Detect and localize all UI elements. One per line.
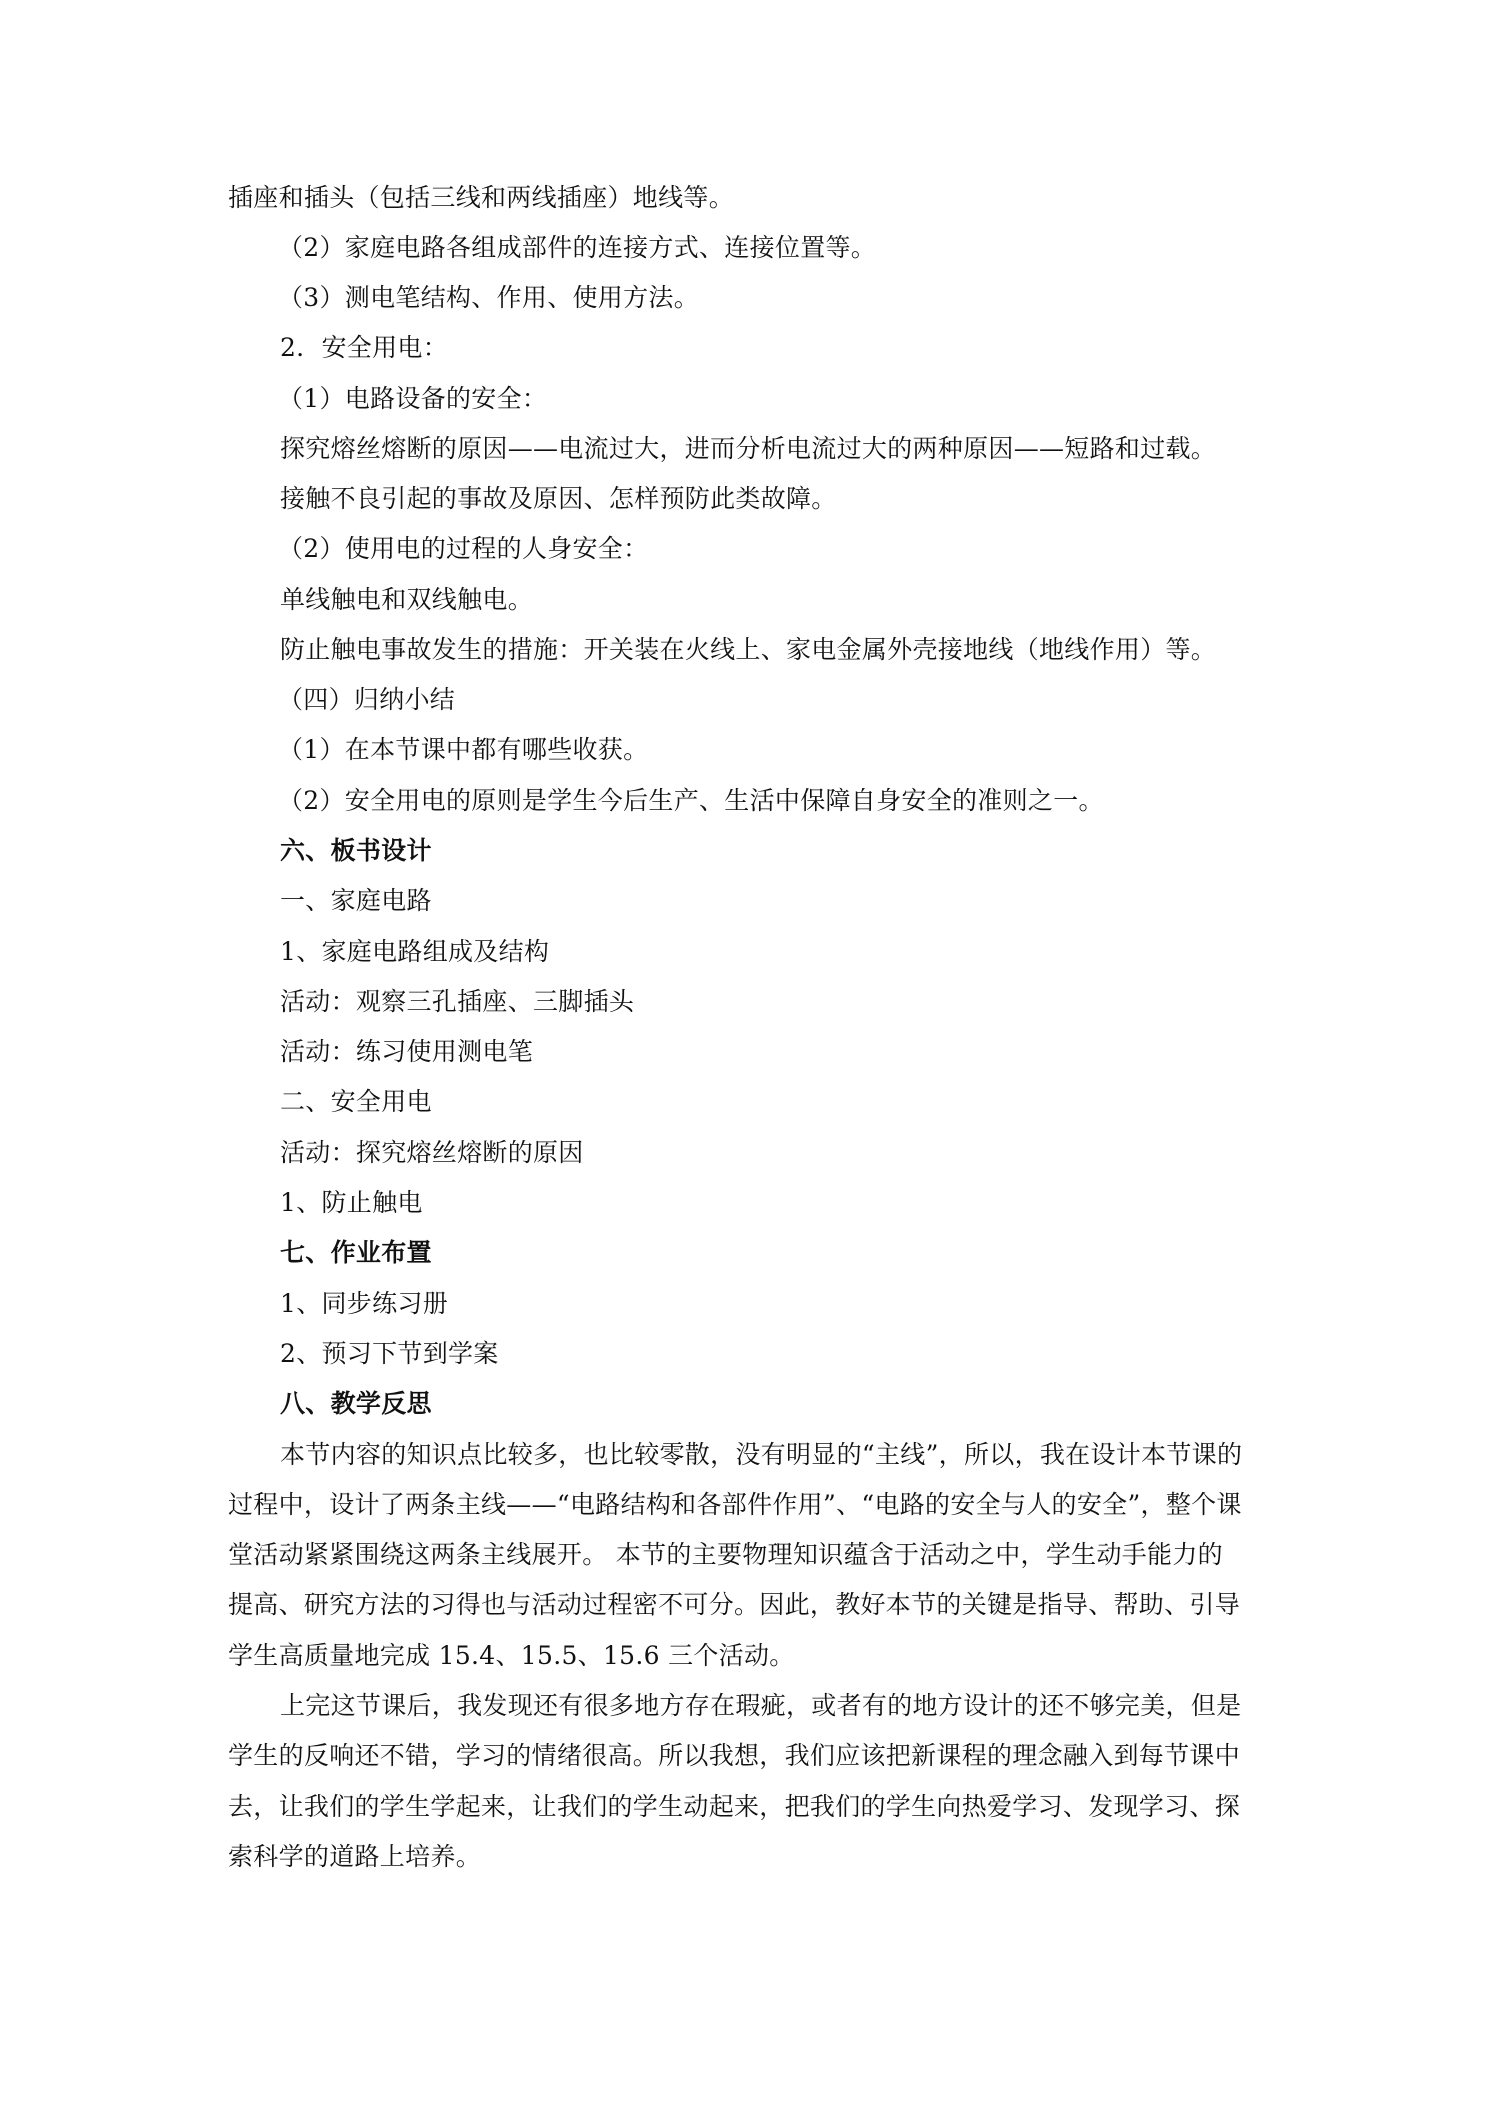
section-heading: 七、作业布置 [280, 1238, 432, 1267]
text-line: 二、安全用电 [280, 1087, 432, 1116]
paragraph-line: 去，让我们的学生学起来，让我们的学生动起来，把我们的学生向热爱学习、发现学习、探 [228, 1792, 1241, 1821]
text-line: 探究熔丝熔断的原因——电流过大，进而分析电流过大的两种原因——短路和过载。 [280, 434, 1217, 463]
text-line: （3）测电笔结构、作用、使用方法。 [278, 283, 700, 312]
text-line: （2）安全用电的原则是学生今后生产、生活中保障自身安全的准则之一。 [278, 786, 1104, 815]
text-line: （2）使用电的过程的人身安全： [278, 534, 649, 563]
text-line: （1）电路设备的安全： [278, 384, 548, 413]
text-line: （四）归纳小结 [278, 685, 456, 714]
paragraph-line: 提高、研究方法的习得也与活动过程密不可分。因此，教好本节的关键是指导、帮助、引导 [228, 1590, 1241, 1619]
text-line: 防止触电事故发生的措施：开关装在火线上、家电金属外壳接地线（地线作用）等。 [280, 635, 1217, 664]
section-heading: 六、板书设计 [280, 836, 432, 865]
text-line: 接触不良引起的事故及原因、怎样预防此类故障。 [280, 484, 837, 513]
paragraph-line: 学生高质量地完成 15.4、15.5、15.6 三个活动。 [228, 1641, 795, 1670]
paragraph-line: 本节内容的知识点比较多，也比较零散，没有明显的“主线”，所以，我在设计本节课的 [280, 1440, 1243, 1469]
text-line: （1）在本节课中都有哪些收获。 [278, 735, 649, 764]
text-line: 2．安全用电： [280, 333, 449, 362]
paragraph-line: 上完这节课后，我发现还有很多地方存在瑕疵，或者有的地方设计的还不够完美，但是 [280, 1691, 1242, 1720]
text-line: 1、家庭电路组成及结构 [280, 937, 550, 966]
text-line: 2、预习下节到学案 [280, 1339, 499, 1368]
section-heading: 八、教学反思 [280, 1389, 432, 1418]
paragraph-line: 堂活动紧紧围绕这两条主线展开。 本节的主要物理知识蕴含于活动之中，学生动手能力的 [228, 1540, 1223, 1569]
text-line: 插座和插头（包括三线和两线插座）地线等。 [228, 183, 735, 212]
text-line: 一、家庭电路 [280, 886, 432, 915]
paragraph-line: 索科学的道路上培养。 [228, 1842, 482, 1871]
text-line: 活动：观察三孔插座、三脚插头 [280, 987, 635, 1016]
text-line: 活动：练习使用测电笔 [280, 1037, 534, 1066]
paragraph-line: 过程中，设计了两条主线——“电路结构和各部件作用”、“电路的安全与人的安全”，整个课 [228, 1490, 1242, 1519]
text-line: 1、防止触电 [280, 1188, 423, 1217]
text-line: 1、同步练习册 [280, 1289, 449, 1318]
text-line: （2）家庭电路各组成部件的连接方式、连接位置等。 [278, 233, 877, 262]
text-line: 活动：探究熔丝熔断的原因 [280, 1138, 584, 1167]
paragraph-line: 学生的反响还不错，学习的情绪很高。所以我想，我们应该把新课程的理念融入到每节课中 [228, 1741, 1241, 1770]
text-line: 单线触电和双线触电。 [280, 585, 534, 614]
